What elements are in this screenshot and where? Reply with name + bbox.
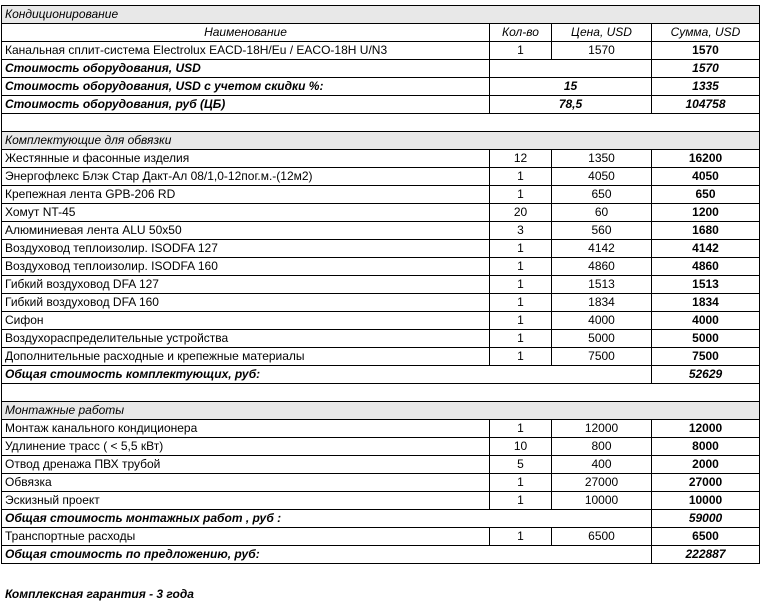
item-qty: 1 [490,420,552,438]
item-price: 1513 [552,276,652,294]
price-quote-sheet [1,5,759,601]
item-qty: 1 [490,528,552,546]
section-title: Монтажные работы [2,402,760,420]
total-sum: 1570 [652,60,760,78]
item-price: 4050 [552,168,652,186]
item-price: 10000 [552,492,652,510]
table-row [2,294,760,312]
item-sum: 10000 [652,492,760,510]
item-price: 5000 [552,330,652,348]
item-qty: 1 [490,186,552,204]
section-header-installation [2,402,760,420]
item-name: Монтаж канального кондиционера [2,420,490,438]
item-sum: 4142 [652,240,760,258]
column-header: Наименование [2,24,490,42]
item-price: 7500 [552,348,652,366]
item-name: Крепежная лента GPB-206 RD [2,186,490,204]
item-name: Сифон [2,312,490,330]
item-price: 1570 [552,42,652,60]
grand-total-row [2,546,760,564]
total-label: Общая стоимость по предложению, руб: [2,546,652,564]
item-qty: 12 [490,150,552,168]
total-param: 78,5 [490,96,652,114]
total-sum: 104758 [652,96,760,114]
item-sum: 1570 [652,42,760,60]
total-param: 15 [490,78,652,96]
spacer-cell [2,384,760,402]
warranty-note: Комплексная гарантия - 3 года [5,587,194,601]
table-row [2,240,760,258]
item-price: 1834 [552,294,652,312]
item-sum: 16200 [652,150,760,168]
total-label: Стоимость оборудования, руб (ЦБ) [2,96,490,114]
item-name: Алюминиевая лента ALU 50x50 [2,222,490,240]
total-param [490,60,652,78]
table-row [2,168,760,186]
item-qty: 10 [490,438,552,456]
section-header-accessories [2,132,760,150]
item-price: 4142 [552,240,652,258]
item-sum: 1200 [652,204,760,222]
column-header: Кол-во [490,24,552,42]
section-header-conditioning [2,6,760,24]
item-name: Энергофлекс Блэк Стар Дакт-Ал 08/1,0-12пог.м.-(12м2) [2,168,490,186]
table-row [2,492,760,510]
table-row [2,258,760,276]
table-row [2,150,760,168]
item-name: Обвязка [2,474,490,492]
item-qty: 1 [490,492,552,510]
item-name: Воздухораспределительные устройства [2,330,490,348]
item-name: Воздуховод теплоизолир. ISODFA 127 [2,240,490,258]
item-sum: 8000 [652,438,760,456]
quote-table-body [2,6,760,564]
item-qty: 1 [490,240,552,258]
section-title: Комплектующие для обвязки [2,132,760,150]
item-qty: 1 [490,168,552,186]
item-name: Дополнительные расходные и крепежные материалы [2,348,490,366]
total-sum: 59000 [652,510,760,528]
item-sum: 4000 [652,312,760,330]
item-price: 12000 [552,420,652,438]
table-row [2,42,760,60]
column-header: Цена, USD [552,24,652,42]
item-qty: 1 [490,276,552,294]
item-sum: 1513 [652,276,760,294]
item-qty: 5 [490,456,552,474]
item-qty: 1 [490,348,552,366]
item-qty: 1 [490,258,552,276]
item-qty: 3 [490,222,552,240]
item-sum: 1834 [652,294,760,312]
item-sum: 12000 [652,420,760,438]
spacer-row [2,384,760,402]
item-name: Воздуховод теплоизолир. ISODFA 160 [2,258,490,276]
item-price: 60 [552,204,652,222]
item-sum: 5000 [652,330,760,348]
item-name: Транспортные расходы [2,528,490,546]
table-row [2,474,760,492]
total-sum: 222887 [652,546,760,564]
item-qty: 1 [490,330,552,348]
item-qty: 1 [490,294,552,312]
total-sum: 52629 [652,366,760,384]
item-sum: 650 [652,186,760,204]
item-price: 6500 [552,528,652,546]
table-row [2,276,760,294]
item-price: 800 [552,438,652,456]
equipment-total-row [2,78,760,96]
item-qty: 1 [490,42,552,60]
section-title: Кондиционирование [2,6,760,24]
spacer-cell [2,114,760,132]
total-label: Общая стоимость комплектующих, руб: [2,366,652,384]
item-price: 400 [552,456,652,474]
item-sum: 4860 [652,258,760,276]
total-label: Стоимость оборудования, USD с учетом скидки %: [2,78,490,96]
equipment-total-row [2,60,760,78]
item-qty: 20 [490,204,552,222]
total-label: Стоимость оборудования, USD [2,60,490,78]
table-row [2,312,760,330]
table-row [2,348,760,366]
installation-total-row [2,510,760,528]
item-price: 560 [552,222,652,240]
item-price: 4860 [552,258,652,276]
total-label: Общая стоимость монтажных работ , руб : [2,510,652,528]
spacer-row [2,114,760,132]
total-sum: 1335 [652,78,760,96]
accessories-total-row [2,366,760,384]
item-name: Отвод дренажа ПВХ трубой [2,456,490,474]
item-name: Гибкий воздуховод DFA 160 [2,294,490,312]
table-row [2,186,760,204]
item-qty: 1 [490,312,552,330]
table-row [2,456,760,474]
equipment-total-row [2,96,760,114]
item-name: Хомут NT-45 [2,204,490,222]
table-row [2,330,760,348]
table-row [2,420,760,438]
item-price: 1350 [552,150,652,168]
column-header: Сумма, USD [652,24,760,42]
item-sum: 27000 [652,474,760,492]
quote-table [1,5,760,564]
item-name: Канальная сплит-система Electrolux EACD-18H/Eu / EACO-18H U/N3 [2,42,490,60]
table-row [2,438,760,456]
item-name: Удлинение трасс ( < 5,5 кВт) [2,438,490,456]
item-price: 650 [552,186,652,204]
table-row [2,528,760,546]
item-sum: 6500 [652,528,760,546]
item-price: 4000 [552,312,652,330]
item-sum: 1680 [652,222,760,240]
item-name: Эскизный проект [2,492,490,510]
item-sum: 2000 [652,456,760,474]
item-price: 27000 [552,474,652,492]
item-sum: 7500 [652,348,760,366]
item-sum: 4050 [652,168,760,186]
table-row [2,204,760,222]
item-name: Гибкий воздуховод DFA 127 [2,276,490,294]
column-header-row [2,24,760,42]
item-name: Жестянные и фасонные изделия [2,150,490,168]
table-row [2,222,760,240]
item-qty: 1 [490,474,552,492]
